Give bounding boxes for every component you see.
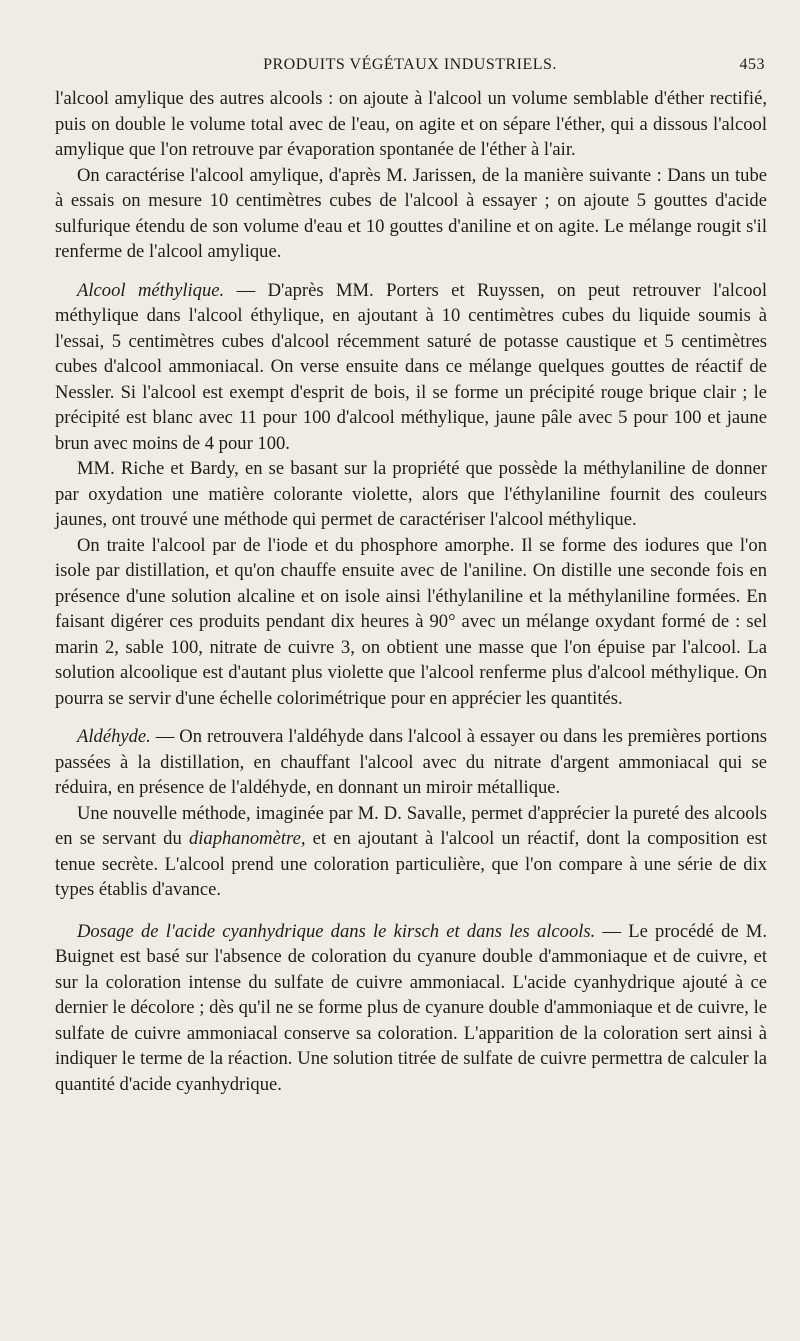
- section-heading: Alcool méthylique.: [77, 279, 225, 301]
- paragraph-text: On traite l'alcool par de l'iode et du phosphore amorphe. Il se forme des iodures que l'on isole par distillation, et qu'on chauffe ensuite avec de l'aniline. On distille une seconde fois en présence d'une solution alcaline et on isole ainsi l'éthylaniline et la méthylaniline formées. En faisant digérer ces produits pendant dix heures à 90° avec un mélange oxydant formé de : sel marin 2, sable 100, nitrate de cuivre 3, on obtient une masse que l'on épuise par l'alcool. La solution alcoolique est d'autant plus violette que l'alcool renferme plus d'alcool méthylique. On pourra se servir d'une échelle colorimétrique pour en apprécier les quantités.: [55, 534, 767, 709]
- paragraph-cyanhydric-acid: [55, 919, 767, 1098]
- paragraph-iodine-method: [55, 533, 767, 712]
- paragraph-riche-bardy: [55, 456, 767, 533]
- paragraph-methyl-alcohol: [55, 278, 767, 457]
- paragraph-aldehyde: [55, 724, 767, 801]
- paragraph-text: MM. Riche et Bardy, en se basant sur la propriété que possède la méthylaniline de donner par oxydation une matière colorante violette, alors que l'éthylaniline fournit des couleurs jaunes, ont trouvé une méthode qui permet de caractériser l'alcool méthylique.: [55, 458, 767, 530]
- section-heading: Aldéhyde.: [77, 726, 151, 747]
- paragraph-text: et en ajoutant à l'alcool un réactif, dont la composition est tenue secrète. L'alcool prend une coloration particulière, que l'on compare à une série de dix types établis d'avance.: [55, 828, 767, 900]
- paragraph-text: On caractérise l'alcool amylique, d'après M. Jarissen, de la manière suivante : Dans un tube à essais on mesure 10 centimètres cubes de l'alcool à essayer ; on ajoute 5 gouttes d'acide sulfurique étendu de son volume d'eau et 10 gouttes d'aniline et on agite. Le mélange rougit s'il renferme de l'alcool amylique.: [55, 164, 767, 262]
- paragraph-text: — Le procédé de M. Buignet est basé sur l'absence de coloration du cyanure double d'ammoniaque et de cuivre, et sur la coloration intense du sulfate de cuivre ammoniacal. L'acide cyanhydrique ajouté à ce dernier le décolore ; dès qu'il ne se forme plus de cyanure double d'ammoniaque et de cuivre, le sulfate de cuivre ammoniacal conserve sa coloration. L'apparition de la coloration sert ainsi à indiquer le terme de la réaction. Une solution titrée de sulfate de cuivre permettra de calculer la quantité d'acide cyanhydrique.: [55, 920, 767, 1095]
- running-head: [55, 56, 765, 80]
- page-body: [55, 86, 767, 1097]
- section-heading: Dosage de l'acide cyanhydrique dans le kirsch et dans les alcools.: [77, 920, 596, 942]
- page-number: 453: [739, 56, 765, 73]
- italic-term: diaphanomètre,: [188, 828, 306, 849]
- paragraph-text: — D'après MM. Porters et Ruyssen, on peut retrouver l'alcool méthylique dans l'alcool éthylique, en ajoutant à 10 centimètres cubes du liquide soumis à l'essai, 5 centimètres cubes d'alcool récemment saturé de potasse caustique et 5 centimètres cubes d'alcool ammoniacal. On verse ensuite dans ce mélange quelques gouttes de réactif de Nessler. Si l'alcool est exempt d'esprit de bois, il se forme un précipité rouge brique clair ; le précipité est blanc avec 11 pour 100 d'alcool méthylique, jaune pâle avec 5 pour 100 et jaune brun avec moins de 4 pour 100.: [55, 279, 767, 454]
- paragraph-text: Une nouvelle méthode, imaginée par M. D. Savalle, permet d'apprécier la pureté des alcools en se servant du: [55, 802, 767, 849]
- paragraph-amyl-test: [55, 163, 767, 265]
- paragraph-amyl-separation: [55, 86, 767, 163]
- paragraph-savalle: [55, 801, 767, 903]
- paragraph-text: — On retrouvera l'aldéhyde dans l'alcool à essayer ou dans les premières portions passées à la distillation, en chauffant l'alcool avec du nitrate d'argent ammoniacal qui se réduira, en présence de l'aldéhyde, en donnant un miroir métallique.: [55, 726, 767, 798]
- running-title: PRODUITS VÉGÉTAUX INDUSTRIELS.: [263, 56, 557, 73]
- paragraph-text: l'alcool amylique des autres alcools : on ajoute à l'alcool un volume semblable d'éther rectifié, puis on double le volume total avec de l'eau, on agite et on sépare l'éther, qui a dissous l'alcool amylique que l'on retrouve par évaporation spontanée de l'éther à l'air.: [55, 88, 767, 160]
